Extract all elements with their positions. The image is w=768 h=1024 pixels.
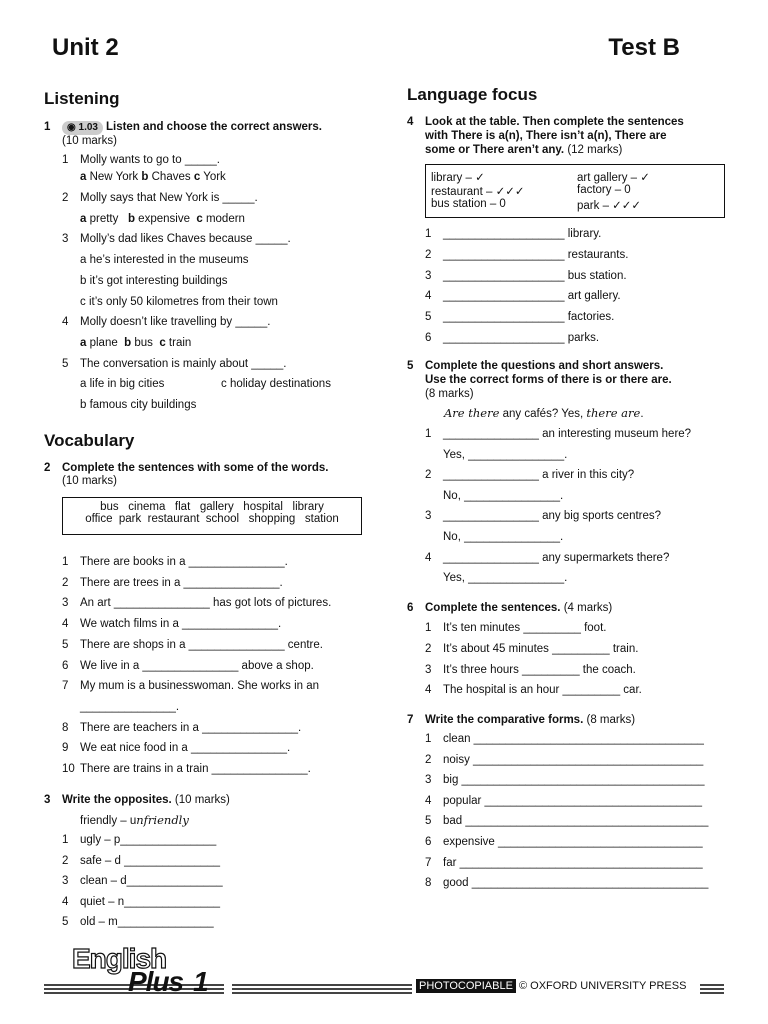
q2-item-1: 1 There are books in a _______________. <box>62 556 288 568</box>
footer-stripes-mid <box>232 984 412 996</box>
q3-item-3: 3 clean – d_______________ <box>62 875 223 887</box>
q6-item-1: 1 It’s ten minutes _________ foot. <box>425 622 607 634</box>
q2-item-8: _______________. <box>80 700 180 713</box>
table-cell: bus station – 0 <box>431 198 506 210</box>
photocopiable-badge: PHOTOCOPIABLE <box>416 979 516 993</box>
listening-heading: Listening <box>44 89 120 108</box>
q2-item-10: 9 We eat nice food in a _______________. <box>62 742 291 755</box>
q1-item-3-option-a: a he’s interested in the museums <box>80 254 249 266</box>
q7-item-7: 7 far ______________________________________ <box>425 856 703 869</box>
q1-item-5-option-b: b famous city buildings <box>80 399 197 411</box>
unit-title: Unit 2 <box>52 34 119 61</box>
q7-item-6: 6 expensive ________________________________ <box>425 836 703 848</box>
q4-item-5: 5 ___________________ factories. <box>425 311 615 324</box>
logo-plus: Plus 1 <box>128 966 208 997</box>
q1-marks: (10 marks) <box>62 135 117 147</box>
q7-item-4: 4 popular __________________________________ <box>425 794 703 807</box>
publisher-credit: © OXFORD UNIVERSITY PRESS <box>519 980 687 992</box>
q1-item-4: 4 Molly doesn’t like travelling by _____. <box>62 316 271 328</box>
q1-item-1-options: a New York b Chaves c York <box>80 171 226 183</box>
q2-item-7: 7 My mum is a businesswoman. She works in an <box>62 680 320 693</box>
q5-item-1-answer: Yes, _______________. <box>443 448 568 461</box>
q2-item-4: 4 We watch films in a _______________. <box>62 618 282 631</box>
q7-item-3: 3 big ______________________________________ <box>425 774 705 787</box>
q4-item-2: 2 ___________________ restaurants. <box>425 248 629 261</box>
q6-item-2: 2 It’s about 45 minutes _________ train. <box>425 642 639 655</box>
q2-item-11: 10 There are trains in a train _______________. <box>62 763 311 775</box>
q5-item-2: 2 _______________ a river in this city? <box>425 469 635 482</box>
q3-item-5: 5 old – m_______________ <box>62 916 214 928</box>
table-cell: park – ✓✓✓ <box>577 200 642 212</box>
q4-item-4: 4 ___________________ art gallery. <box>425 290 621 303</box>
q3-item-2: 2 safe – d _______________ <box>62 854 221 867</box>
q4-item-3: 3 ___________________ bus station. <box>425 269 627 282</box>
q7-item-8: 8 good _____________________________________ <box>425 877 709 890</box>
table-cell: factory – 0 <box>577 184 631 196</box>
q1-item-3: 3 Molly’s dad likes Chaves because _____. <box>62 233 291 245</box>
q5-item-2-answer: No, _______________. <box>443 489 564 502</box>
q3-item-4: 4 quiet – n_______________ <box>62 895 221 908</box>
q5-instruction: 5 Complete the questions and short answers. Use the correct forms of there is or there are. (8 marks) <box>407 360 672 400</box>
q1-item-3-option-b: b it’s got interesting buildings <box>80 275 228 287</box>
vocabulary-heading: Vocabulary <box>44 431 135 450</box>
q1-instruction: 1 ◉ 1.03 Listen and choose the correct answers. <box>44 121 322 133</box>
q7-item-1: 1 clean ____________________________________ <box>425 733 704 745</box>
q7-item-2: 2 noisy ____________________________________ <box>425 753 704 766</box>
word-box-line-1: bus cinema flat gallery hospital library <box>100 501 324 513</box>
audio-track-badge: ◉ 1.03 <box>62 121 103 135</box>
q5-item-1: 1 _______________ an interesting museum here? <box>425 428 692 440</box>
word-box-line-2: office park restaurant school shopping station <box>85 513 339 525</box>
test-title: Test B <box>608 34 680 61</box>
q6-item-4: 4 The hospital is an hour _________ car. <box>425 684 642 697</box>
footer-stripes-right <box>700 984 724 996</box>
q5-item-3: 3 _______________ any big sports centres? <box>425 510 662 523</box>
q2-item-3: 3 An art _______________ has got lots of pictures. <box>62 597 332 610</box>
q4-instruction: 4 Look at the table. Then complete the sentences with There is a(n), There isn’t a(n), There are some or There aren’t any. (12 marks) <box>407 116 684 156</box>
q1-item-2-options: a pretty b expensive c modern <box>80 213 245 225</box>
q2-item-6: 6 We live in a _______________ above a shop. <box>62 659 314 672</box>
q6-item-3: 3 It’s three hours _________ the coach. <box>425 663 636 676</box>
q7-instruction: 7 Write the comparative forms. (8 marks) <box>407 714 636 726</box>
q2-item-9: 8 There are teachers in a _______________. <box>62 721 302 734</box>
q1-item-5: 5 The conversation is mainly about _____. <box>62 358 287 370</box>
q2-word-box <box>62 497 362 535</box>
q1-item-5-option-a: a life in big cities <box>80 378 165 390</box>
q1-item-4-options: a plane b bus c train <box>80 337 192 349</box>
q2-marks: (10 marks) <box>62 475 117 487</box>
logo-english: English <box>72 943 167 974</box>
q4-item-1: 1 ___________________ library. <box>425 228 602 240</box>
q2-item-2: 2 There are trees in a _______________. <box>62 576 283 589</box>
q2-item-5: 5 There are shops in a _______________ centre. <box>62 638 323 651</box>
table-cell: art gallery – ✓ <box>577 172 650 184</box>
q3-instruction: 3 Write the opposites. (10 marks) <box>44 794 230 806</box>
q4-item-6: 6 ___________________ parks. <box>425 332 600 344</box>
q1-item-2: 2 Molly says that New York is _____. <box>62 192 258 204</box>
q3-item-1: 1 ugly – p_______________ <box>62 834 217 846</box>
table-cell: restaurant – ✓✓✓ <box>431 186 525 198</box>
language-focus-heading: Language focus <box>407 85 538 104</box>
q1-item-5-option-c: c holiday destinations <box>221 378 331 390</box>
q2-instruction: 2 Complete the sentences with some of the words. <box>44 462 329 474</box>
q7-item-5: 5 bad ______________________________________ <box>425 815 709 828</box>
q5-item-3-answer: No, _______________. <box>443 531 564 543</box>
q6-instruction: 6 Complete the sentences. (4 marks) <box>407 602 613 614</box>
q1-item-3-option-c: c it’s only 50 kilometres from their town <box>80 296 278 308</box>
q4-table <box>425 164 725 218</box>
q3-example: friendly – unfriendly <box>80 813 189 827</box>
q5-item-4-answer: Yes, _______________. <box>443 572 568 585</box>
q5-item-4: 4 _______________ any supermarkets there? <box>425 551 670 564</box>
table-cell: library – ✓ <box>431 172 485 184</box>
q1-item-1: 1 Molly wants to go to _____. <box>62 154 220 166</box>
q5-example: Are there any cafés? Yes, there are. <box>444 406 644 420</box>
